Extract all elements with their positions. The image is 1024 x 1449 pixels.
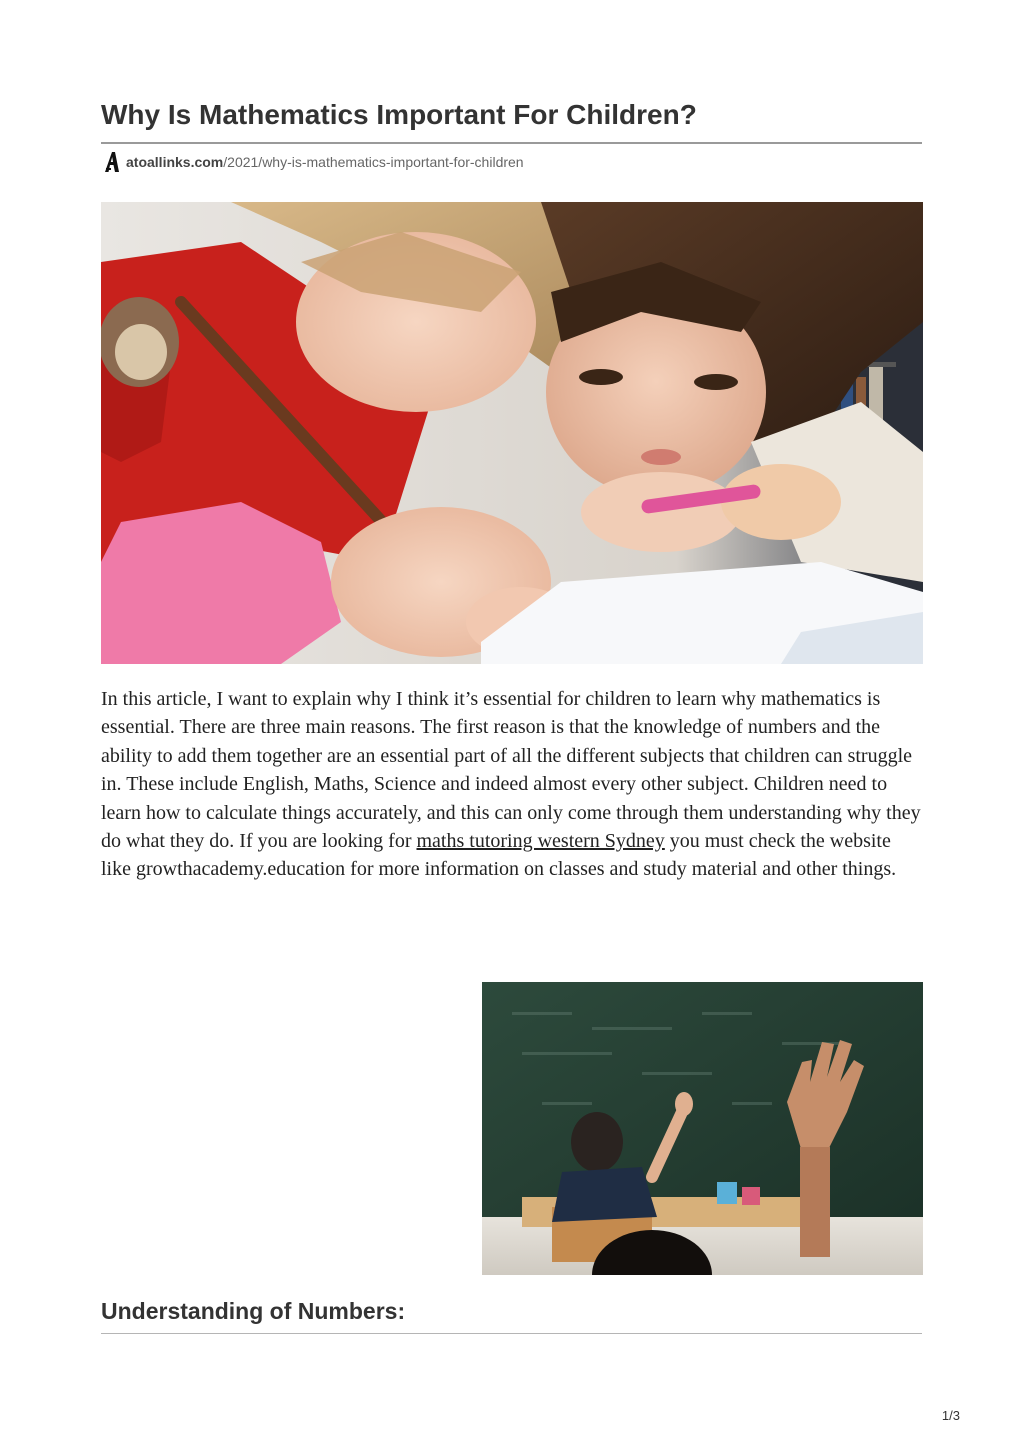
intro-text-before-link: In this article, I want to explain why I think it’s essential for children to learn why mathematics is essential. There are three main reasons. The first reason is that the knowledge of numbers and the ability to add them together are an essential part of all the different subjects that children can struggle in. These include English, Maths, Science and indeed almost every other subject. Children need to learn how to calculate things accurately, and this can only come through them understanding why they do what they do. If you are looking for <box>101 688 921 853</box>
atoallinks-logo-icon <box>104 151 120 173</box>
classroom-raised-hands-photo-icon <box>482 982 923 1275</box>
title-divider <box>101 142 922 144</box>
intro-paragraph <box>101 685 923 884</box>
source-domain[interactable]: atoallinks.com <box>126 154 224 170</box>
section-divider <box>101 1333 922 1334</box>
page-title: Why Is Mathematics Important For Children? <box>101 99 697 130</box>
source-line <box>104 150 524 174</box>
classroom-image <box>482 982 923 1275</box>
intro-text-after-link: you must check the website like growthacademy.education for more information on classes and study material and other things. <box>101 830 897 881</box>
section-heading: Understanding of Numbers: <box>101 1298 406 1324</box>
source-path[interactable]: /2021/why-is-mathematics-important-for-children <box>223 154 524 170</box>
hero-image <box>101 202 923 664</box>
children-drawing-photo-icon <box>101 202 923 664</box>
page-number: 1/3 <box>941 1408 960 1423</box>
maths-tutoring-link[interactable]: maths tutoring western Sydney <box>416 830 665 853</box>
